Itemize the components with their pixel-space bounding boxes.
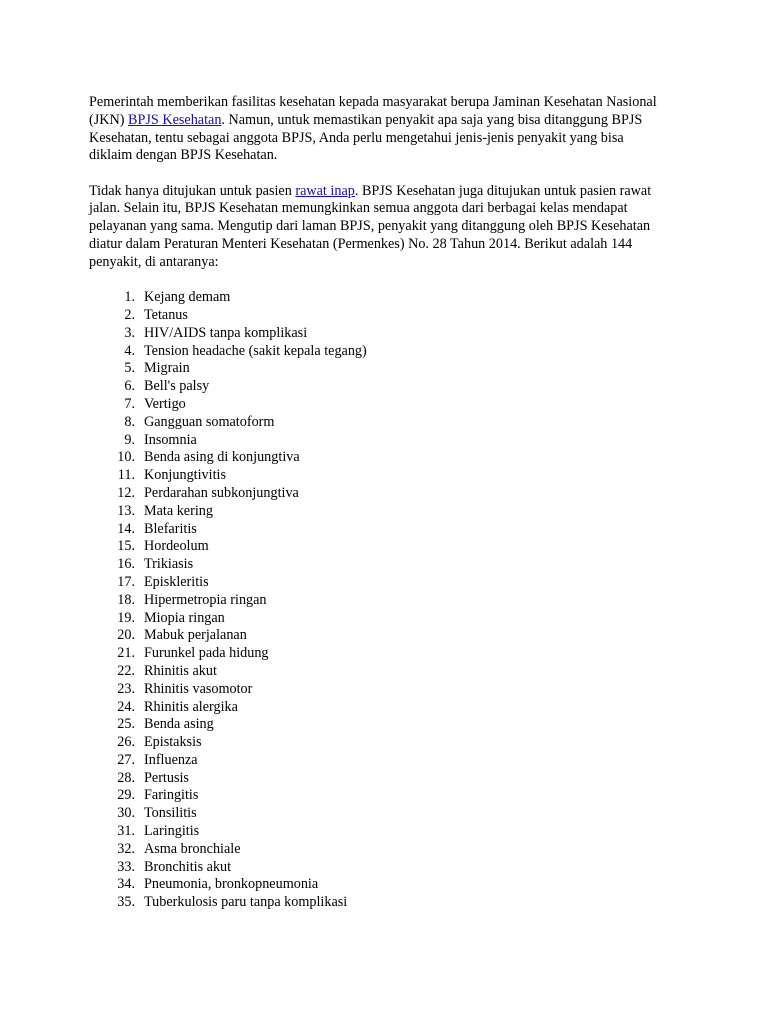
list-item xyxy=(89,538,669,556)
list-item-number: 16. xyxy=(117,556,135,573)
bpjs-kesehatan-link[interactable]: BPJS Kesehatan xyxy=(128,111,222,128)
list-item-number: 31. xyxy=(117,823,135,840)
list-item xyxy=(89,841,669,859)
list-item-label: Migrain xyxy=(144,360,190,377)
list-item-number: 27. xyxy=(117,751,135,768)
list-item xyxy=(89,485,669,503)
list-item-label: HIV/AIDS tanpa komplikasi xyxy=(144,324,308,341)
list-item xyxy=(89,325,669,343)
list-item xyxy=(89,859,669,877)
list-item-number: 33. xyxy=(117,858,135,875)
detail-text-start: Tidak hanya ditujukan untuk pasien xyxy=(89,182,296,199)
list-item xyxy=(89,574,669,592)
list-item-number: 20. xyxy=(117,627,135,644)
list-item xyxy=(89,770,669,788)
list-item-label: Benda asing xyxy=(144,716,214,733)
list-item xyxy=(89,734,669,752)
list-item-label: Kejang demam xyxy=(144,289,231,306)
list-item xyxy=(89,787,669,805)
list-item-number: 6. xyxy=(124,378,135,395)
list-item xyxy=(89,876,669,894)
list-item-label: Mabuk perjalanan xyxy=(144,627,247,644)
list-item-label: Miopia ringan xyxy=(144,609,225,626)
list-item xyxy=(89,414,669,432)
list-item xyxy=(89,894,669,912)
list-item xyxy=(89,360,669,378)
list-item-number: 30. xyxy=(117,805,135,822)
list-item-number: 21. xyxy=(117,645,135,662)
disease-list xyxy=(89,289,669,912)
list-item-label: Furunkel pada hidung xyxy=(144,645,269,662)
list-item-number: 25. xyxy=(117,716,135,733)
list-item-label: Pertusis xyxy=(144,769,189,786)
list-item xyxy=(89,823,669,841)
list-item-label: Bronchitis akut xyxy=(144,858,232,875)
list-item-number: 4. xyxy=(124,342,135,359)
rawat-inap-link[interactable]: rawat inap xyxy=(295,182,355,199)
list-item-label: Mata kering xyxy=(144,502,213,519)
list-item-label: Benda asing di konjungtiva xyxy=(144,449,300,466)
list-item-number: 9. xyxy=(124,431,135,448)
list-item-number: 28. xyxy=(117,769,135,786)
list-item-number: 17. xyxy=(117,573,135,590)
list-item-number: 22. xyxy=(117,662,135,679)
list-item xyxy=(89,716,669,734)
list-item-number: 5. xyxy=(124,360,135,377)
list-item-label: Tension headache (sakit kepala tegang) xyxy=(144,342,367,359)
list-item xyxy=(89,610,669,628)
list-item-label: Trikiasis xyxy=(144,556,194,573)
list-item xyxy=(89,592,669,610)
list-item-label: Laringitis xyxy=(144,823,200,840)
list-item-label: Blefaritis xyxy=(144,520,197,537)
list-item xyxy=(89,467,669,485)
list-item xyxy=(89,521,669,539)
list-item-label: Influenza xyxy=(144,751,198,768)
list-item-label: Epistaksis xyxy=(144,734,202,751)
list-item-label: Tetanus xyxy=(144,306,188,323)
list-item xyxy=(89,432,669,450)
list-item xyxy=(89,449,669,467)
list-item-label: Episkleritis xyxy=(144,573,209,590)
list-item-number: 29. xyxy=(117,787,135,804)
list-item-label: Gangguan somatoform xyxy=(144,413,275,430)
intro-text-start: Pemerintah memberikan fasilitas kesehatan kepada masyarakat berupa Jaminan Kesehatan Nasional (JKN) xyxy=(89,94,657,128)
list-item-label: Bell's palsy xyxy=(144,378,210,395)
intro-text-end: . Namun, untuk memastikan penyakit apa saja yang bisa ditanggung BPJS Kesehatan, tentu sebagai anggota BPJS, Anda perlu mengetahui jenis-jenis penyakit yang bisa diklaim dengan BPJS Kesehatan. xyxy=(89,111,643,164)
list-item xyxy=(89,289,669,307)
list-item-number: 15. xyxy=(117,538,135,555)
list-item-number: 19. xyxy=(117,609,135,626)
list-item-number: 18. xyxy=(117,591,135,608)
list-item-label: Faringitis xyxy=(144,787,199,804)
list-item-number: 10. xyxy=(117,449,135,466)
list-item-label: Perdarahan subkonjungtiva xyxy=(144,484,299,501)
list-item-number: 2. xyxy=(124,306,135,323)
list-item xyxy=(89,307,669,325)
detail-paragraph xyxy=(89,183,669,272)
list-item-number: 35. xyxy=(117,894,135,911)
list-item-number: 24. xyxy=(117,698,135,715)
list-item xyxy=(89,627,669,645)
list-item xyxy=(89,343,669,361)
list-item-label: Tuberkulosis paru tanpa komplikasi xyxy=(144,894,348,911)
list-item-label: Rhinitis vasomotor xyxy=(144,680,253,697)
list-item-label: Vertigo xyxy=(144,395,186,412)
list-item-number: 8. xyxy=(124,413,135,430)
list-item xyxy=(89,681,669,699)
list-item-number: 32. xyxy=(117,840,135,857)
list-item-label: Pneumonia, bronkopneumonia xyxy=(144,876,319,893)
list-item-label: Konjungtivitis xyxy=(144,467,226,484)
list-item-label: Tonsilitis xyxy=(144,805,197,822)
list-item-label: Rhinitis alergika xyxy=(144,698,238,715)
list-item-number: 26. xyxy=(117,734,135,751)
list-item xyxy=(89,556,669,574)
list-item xyxy=(89,378,669,396)
list-item xyxy=(89,805,669,823)
list-item-label: Insomnia xyxy=(144,431,197,448)
list-item xyxy=(89,645,669,663)
document-body xyxy=(89,94,669,912)
list-item xyxy=(89,396,669,414)
list-item-number: 23. xyxy=(117,680,135,697)
list-item xyxy=(89,752,669,770)
list-item-number: 7. xyxy=(124,395,135,412)
list-item-label: Hipermetropia ringan xyxy=(144,591,267,608)
list-item-number: 12. xyxy=(117,484,135,501)
intro-paragraph xyxy=(89,94,669,165)
detail-text-end: . BPJS Kesehatan juga ditujukan untuk pasien rawat jalan. Selain itu, BPJS Kesehatan memungkinkan semua anggota dari berbagai kelas mendapat pelayanan yang sama. Mengutip dari laman BPJS, penyakit yang ditanggung oleh BPJS Kesehatan diatur dalam Peraturan Menteri Kesehatan (Permenkes) No. 28 Tahun 2014. Berikut adalah 144 penyakit, di antaranya: xyxy=(89,182,652,270)
list-item-label: Rhinitis akut xyxy=(144,662,217,679)
list-item xyxy=(89,503,669,521)
list-item-label: Asma bronchiale xyxy=(144,840,241,857)
list-item xyxy=(89,699,669,717)
list-item xyxy=(89,663,669,681)
list-item-number: 14. xyxy=(117,520,135,537)
list-item-number: 11. xyxy=(117,467,135,484)
list-item-label: Hordeolum xyxy=(144,538,209,555)
list-item-number: 3. xyxy=(124,324,135,341)
list-item-number: 1. xyxy=(124,289,135,306)
list-item-number: 34. xyxy=(117,876,135,893)
list-item-number: 13. xyxy=(117,502,135,519)
